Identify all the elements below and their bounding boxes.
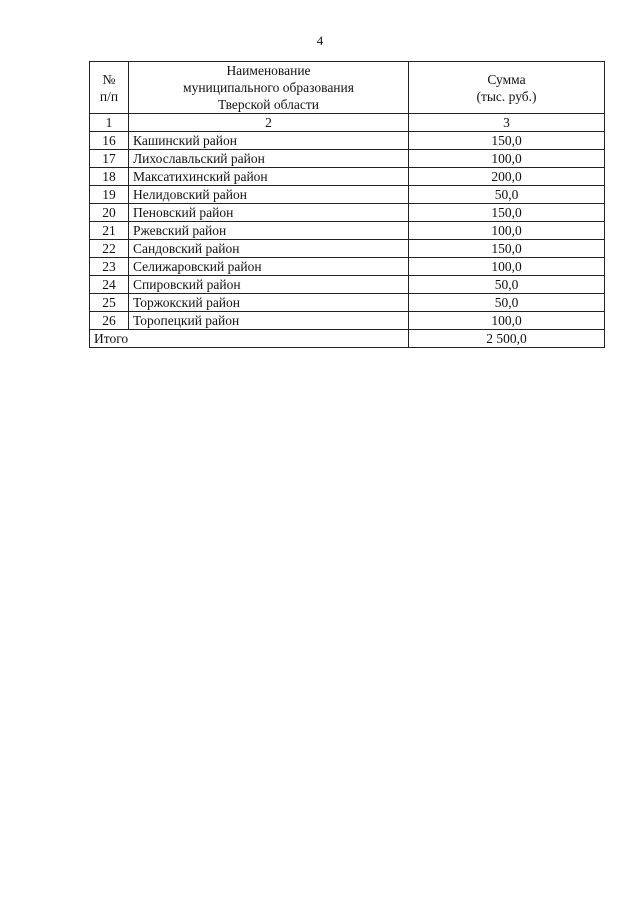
row-sum: 50,0 <box>409 186 605 204</box>
total-row <box>90 330 605 348</box>
allocation-table <box>89 61 605 348</box>
header-name-line-1: Наименование <box>226 63 311 78</box>
municipality-name: Кашинский район <box>129 132 409 150</box>
table-row <box>90 204 605 222</box>
header-name-line-3: Тверской области <box>218 97 319 112</box>
municipality-name: Пеновский район <box>129 204 409 222</box>
total-label: Итого <box>90 330 409 348</box>
row-number: 21 <box>90 222 129 240</box>
row-sum: 50,0 <box>409 276 605 294</box>
row-number: 26 <box>90 312 129 330</box>
row-number: 19 <box>90 186 129 204</box>
table-row <box>90 168 605 186</box>
header-name <box>129 62 409 114</box>
municipality-name: Максатихинский район <box>129 168 409 186</box>
table-row <box>90 240 605 258</box>
column-number-3: 3 <box>409 114 605 132</box>
table-row <box>90 294 605 312</box>
municipality-name: Сандовский район <box>129 240 409 258</box>
column-number-1: 1 <box>90 114 129 132</box>
total-sum: 2 500,0 <box>409 330 605 348</box>
header-sum <box>409 62 605 114</box>
header-number-line-1: № <box>102 71 116 87</box>
column-number-row <box>90 114 605 132</box>
row-sum: 100,0 <box>409 312 605 330</box>
row-sum: 100,0 <box>409 150 605 168</box>
header-name-line-2: муниципального образования <box>183 80 354 95</box>
header-number-line-2: п/п <box>99 88 119 104</box>
page-number: 4 <box>316 33 324 48</box>
row-number: 23 <box>90 258 129 276</box>
table-header-row <box>90 62 605 114</box>
municipality-name: Селижаровский район <box>129 258 409 276</box>
municipality-name: Торжокский район <box>129 294 409 312</box>
table-row <box>90 186 605 204</box>
table-row <box>90 222 605 240</box>
row-number: 16 <box>90 132 129 150</box>
table-row <box>90 258 605 276</box>
table-row <box>90 276 605 294</box>
municipality-name: Нелидовский район <box>129 186 409 204</box>
row-sum: 100,0 <box>409 258 605 276</box>
row-number: 17 <box>90 150 129 168</box>
municipality-name: Торопецкий район <box>129 312 409 330</box>
row-sum: 150,0 <box>409 132 605 150</box>
row-number: 20 <box>90 204 129 222</box>
header-number <box>90 62 129 114</box>
table-row <box>90 312 605 330</box>
column-number-2: 2 <box>129 114 409 132</box>
municipality-name: Спировский район <box>129 276 409 294</box>
row-number: 22 <box>90 240 129 258</box>
row-sum: 150,0 <box>409 204 605 222</box>
table-row <box>90 150 605 168</box>
header-sum-line-1: Сумма <box>487 71 526 87</box>
table-row <box>90 132 605 150</box>
row-sum: 200,0 <box>409 168 605 186</box>
municipality-name: Ржевский район <box>129 222 409 240</box>
row-number: 18 <box>90 168 129 186</box>
row-number: 25 <box>90 294 129 312</box>
header-sum-line-2: (тыс. руб.) <box>476 88 537 104</box>
row-sum: 50,0 <box>409 294 605 312</box>
row-sum: 150,0 <box>409 240 605 258</box>
row-number: 24 <box>90 276 129 294</box>
row-sum: 100,0 <box>409 222 605 240</box>
municipality-name: Лихославльский район <box>129 150 409 168</box>
